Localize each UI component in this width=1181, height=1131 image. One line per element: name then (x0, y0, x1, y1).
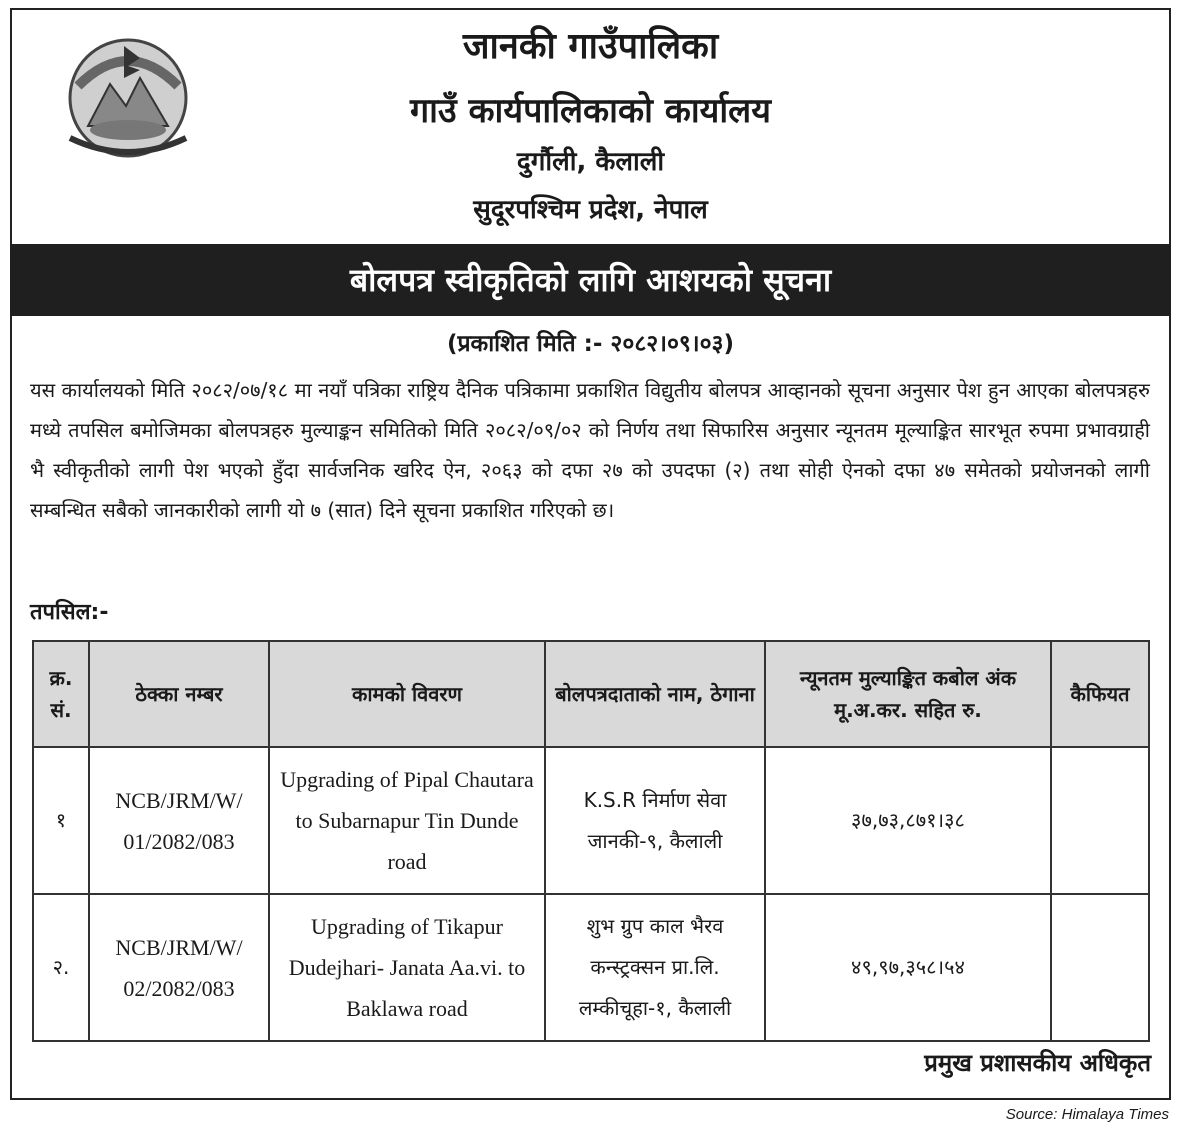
municipality-name: जानकी गाउँपालिका (462, 26, 719, 67)
cell-amount: ४९,९७,३५८।५४ (765, 894, 1051, 1041)
table-row (33, 747, 1149, 894)
cell-bidder: शुभ ग्रुप काल भैरव कन्स्ट्रक्सन प्रा.लि. लम्कीचूहा-१, कैलाली (545, 894, 765, 1041)
notice-body: यस कार्यालयको मिति २०८२/०७/१८ मा नयाँ पत्रिका राष्ट्रिय दैनिक पत्रिकामा प्रकाशित विद्युतीय बोलपत्र आव्हानको सूचना अनुसार पेश हुन आएका बोलपत्रहरु मध्ये तपसिल बमोजिमका बोलपत्रहरु मुल्याङ्कन समितिको मिति २०८२/०९/०२ को निर्णय तथा सिफारिस अनुसार न्यूनतम मूल्याङ्कित सारभूत रुपमा प्रभावग्राही भै स्वीकृतीको लागी पेश भएको हुँदा सार्वजनिक खरिद ऐन, २०६३ को दफा २७ को उपदफा (२) तथा सोही ऐनको दफा ४७ समेतको प्रयोजनको लागी सम्बन्धित सबैको जानकारीको लागी यो ७ (सात) दिने सूचना प्रकाशित गरिएको छ। (30, 378, 1150, 522)
source-credit: Source: Himalaya Times (1005, 1106, 1169, 1123)
schedule-label: तपसिल:- (30, 600, 109, 625)
table-header-row (33, 641, 1149, 747)
header-bidder-name-address: बोलपत्रदाताको नाम, ठेगाना (545, 641, 765, 747)
office-address-line-2: सुदूरपश्चिम प्रदेश, नेपाल (473, 195, 708, 225)
notice-title-banner: बोलपत्र स्वीकृतिको लागि आशयको सूचना (10, 244, 1171, 316)
header-evaluated-amount: न्यूनतम मुल्याङ्कित कबोल अंक मू.अ.कर. सहित रु. (765, 641, 1051, 747)
cell-bidder: K.S.R निर्माण सेवा जानकी-९, कैलाली (545, 747, 765, 894)
cell-serial-number: २. (33, 894, 89, 1041)
header-remarks: कैफियत (1051, 641, 1149, 747)
bid-results-table (32, 640, 1150, 1042)
cell-amount: ३७,७३,८७१।३८ (765, 747, 1051, 894)
office-address-line-1: दुर्गौली, कैलाली (516, 147, 665, 177)
header-serial-number: क्र. सं. (33, 641, 89, 747)
cell-remarks (1051, 747, 1149, 894)
cell-contract-number: NCB/JRM/W/ 02/2082/083 (89, 894, 269, 1041)
office-name: गाउँ कार्यपालिकाको कार्यालय (410, 91, 771, 131)
header-contract-number: ठेक्का नम्बर (89, 641, 269, 747)
published-date: (प्रकाशित मिति :- २०८२।०९।०३) (446, 331, 735, 357)
table-row (33, 894, 1149, 1041)
cell-work-description: Upgrading of Pipal Chautara to Subarnapur Tin Dunde road (269, 747, 545, 894)
cell-work-description: Upgrading of Tikapur Dudejhari- Janata Aa.vi. to Baklawa road (269, 894, 545, 1041)
cell-remarks (1051, 894, 1149, 1041)
cell-serial-number: १ (33, 747, 89, 894)
signatory-title: प्रमुख प्रशासकीय अधिकृत (924, 1049, 1151, 1077)
header-work-description: कामको विवरण (269, 641, 545, 747)
cell-contract-number: NCB/JRM/W/ 01/2082/083 (89, 747, 269, 894)
